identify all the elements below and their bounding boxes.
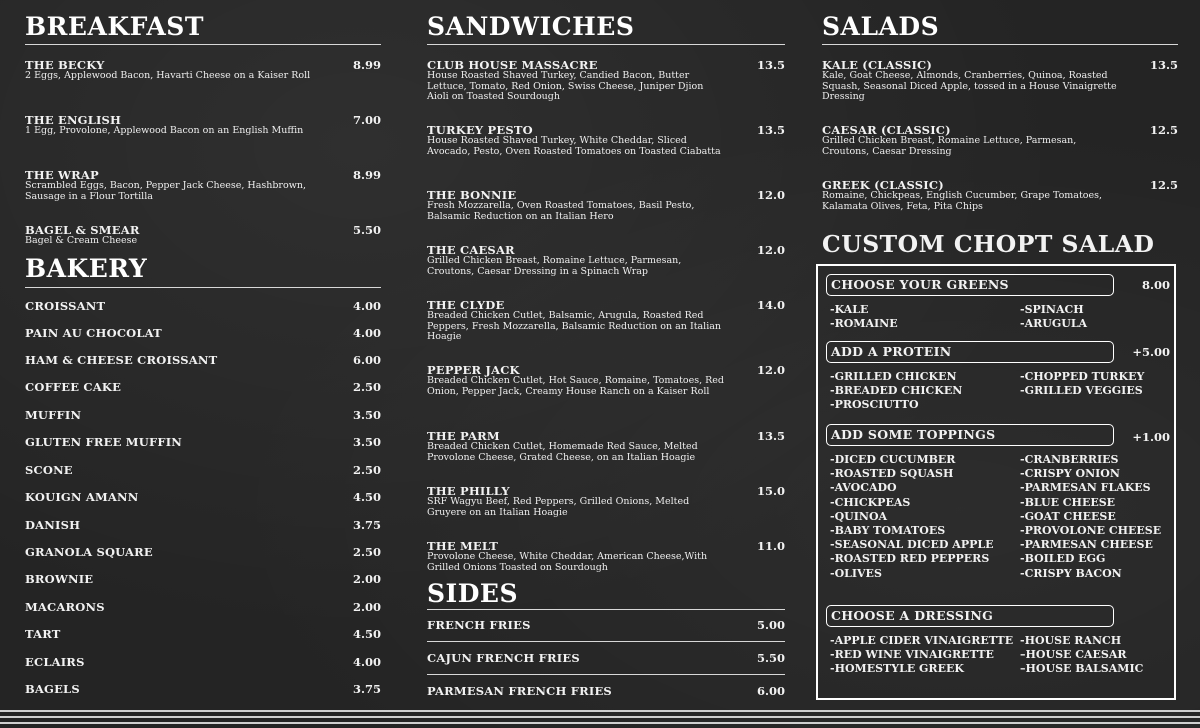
option-item: -PARMESAN FLAKES (1020, 481, 1151, 495)
option-item: -BOILED EGG (1020, 552, 1106, 566)
option-item: -BABY TOMATOES (830, 524, 946, 538)
menu-item (822, 179, 1178, 212)
menu-item (822, 124, 1178, 157)
option-item: -DICED CUCUMBER (830, 453, 956, 466)
option-item: -ROASTED RED PEPPERS (830, 552, 990, 566)
option-item: -PARMESAN CHEESE (1020, 538, 1153, 552)
item-name: MUFFIN (25, 408, 82, 422)
menu-item (427, 59, 785, 103)
item-description: 2 Eggs, Applewood Bacon, Havarti Cheese on a Kaiser Roll (25, 70, 311, 81)
option-item: -AVOCADO (830, 481, 897, 495)
item-description: House Roasted Shaved Turkey, White Cheddar, Sliced Avocado, Pesto, Oven Roasted Tomatoes on Toasted Ciabatta (427, 135, 721, 157)
item-price: 12.5 (1149, 178, 1178, 192)
item-price: 8.99 (352, 58, 381, 72)
item-name: PARMESAN FRENCH FRIES (427, 684, 612, 698)
item-price: 4.00 (352, 326, 381, 340)
sandwiches-heading: SANDWICHES (427, 12, 635, 41)
item-price: 3.75 (352, 682, 381, 696)
option-item: -GOAT CHEESE (1020, 509, 1116, 523)
column-breakfast-bakery (25, 0, 381, 728)
item-description: Fresh Mozzarella, Oven Roasted Tomatoes, Basil Pesto, Balsamic Reduction on an Italian Hero (427, 200, 695, 222)
options-col (830, 453, 994, 581)
option-item: -CRISPY BACON (1020, 566, 1122, 580)
option-item: -HOUSE RANCH (1020, 634, 1122, 647)
option-item: -BLUE CHEESE (1020, 495, 1116, 509)
item-name: PEPPER JACK (427, 363, 520, 377)
options-col (830, 303, 898, 331)
menu-item (427, 189, 785, 222)
sides-divider (427, 609, 785, 610)
item-name: HAM & CHEESE CROISSANT (25, 353, 218, 367)
item-name: CROISSANT (25, 299, 106, 313)
option-item: -QUINOA (830, 509, 888, 523)
item-price: 3.50 (352, 408, 381, 422)
item-name: GRANOLA SQUARE (25, 545, 153, 559)
option-item: -RED WINE VINAIGRETTE (830, 648, 994, 662)
item-description: Romaine, Chickpeas, English Cucumber, Grape Tomatoes, Kalamata Olives, Feta, Pita Chips (822, 190, 1103, 212)
item-description: Provolone Cheese, White Cheddar, American Cheese,With Grilled Onions Toasted on Sourdough (427, 551, 708, 573)
item-price: 4.00 (352, 299, 381, 313)
menu-item (427, 124, 785, 157)
menu-item (427, 299, 785, 343)
item-description: Scrambled Eggs, Bacon, Pepper Jack Cheese, Hashbrown, Sausage in a Flour Tortilla (25, 180, 306, 202)
protein-label: ADD A PROTEIN (826, 341, 1114, 363)
item-name: GLUTEN FREE MUFFIN (25, 435, 182, 449)
item-name: BROWNIE (25, 572, 94, 586)
item-name: THE MELT (427, 539, 498, 553)
bakery-divider (25, 287, 381, 288)
toppings-price: +1.00 (1132, 430, 1170, 444)
item-name: CAJUN FRENCH FRIES (427, 651, 580, 665)
menu-item (25, 354, 381, 366)
menu-item (427, 619, 785, 631)
menu-item (25, 169, 381, 202)
menu-item (25, 300, 381, 312)
custom-salad-box (816, 264, 1176, 700)
item-price: 4.50 (352, 627, 381, 641)
item-price: 5.50 (756, 651, 785, 665)
bottom-border-lines (0, 706, 1200, 728)
option-item: -CHOPPED TURKEY (1020, 370, 1145, 383)
item-description: House Roasted Shaved Turkey, Candied Bacon, Butter Lettuce, Tomato, Red Onion, Swiss Cheese, Juniper Djion Aioli on Toasted Sourdough (427, 70, 704, 102)
item-name: CLUB HOUSE MASSACRE (427, 58, 598, 72)
option-item: -HOMESTYLE GREEK (830, 662, 964, 676)
item-name: FRENCH FRIES (427, 618, 531, 632)
item-name: THE PHILLY (427, 484, 510, 498)
menu-item (427, 540, 785, 573)
menu-item (25, 381, 381, 393)
menu-item (25, 491, 381, 503)
greens-label: CHOOSE YOUR GREENS (826, 274, 1114, 296)
option-item: -APPLE CIDER VINAIGRETTE (830, 634, 1014, 647)
menu-item (25, 683, 381, 695)
option-item: -GRILLED VEGGIES (1020, 384, 1143, 398)
option-item: -PROVOLONE CHEESE (1020, 524, 1162, 538)
item-name: GREEK (CLASSIC) (822, 178, 944, 192)
item-price: 11.0 (756, 539, 785, 553)
item-description: 1 Egg, Provolone, Applewood Bacon on an English Muffin (25, 125, 304, 136)
menu-item (25, 409, 381, 421)
option-item: -GRILLED CHICKEN (830, 370, 957, 383)
options-col (1020, 303, 1087, 331)
item-price: 12.5 (1149, 123, 1178, 137)
item-name: THE PARM (427, 429, 500, 443)
item-name: THE BECKY (25, 58, 105, 72)
option-item: -CRISPY ONION (1020, 467, 1120, 481)
item-name: TART (25, 627, 61, 641)
item-name: THE BONNIE (427, 188, 517, 202)
item-name: BAGEL & SMEAR (25, 223, 140, 237)
item-description: Breaded Chicken Cutlet, Hot Sauce, Romaine, Tomatoes, Red Onion, Pepper Jack, Creamy House Ranch on a Kaiser Roll (427, 375, 724, 397)
menu-item (25, 656, 381, 668)
item-price: 2.50 (352, 380, 381, 394)
item-price: 3.50 (352, 435, 381, 449)
item-price: 12.0 (756, 363, 785, 377)
item-name: KALE (CLASSIC) (822, 58, 933, 72)
sides-divider (427, 641, 785, 642)
option-item: -ROASTED SQUASH (830, 467, 954, 481)
menu-item (427, 652, 785, 664)
item-name: BAGELS (25, 682, 80, 696)
options-col (1020, 634, 1143, 677)
menu-item (25, 59, 381, 82)
menu-item (427, 685, 785, 697)
item-price: 12.0 (756, 243, 785, 257)
option-item: -ARUGULA (1020, 317, 1088, 331)
bakery-heading: BAKERY (25, 254, 148, 283)
option-item: -SEASONAL DICED APPLE (830, 538, 994, 552)
option-item: -BREADED CHICKEN (830, 384, 963, 398)
menu-item (25, 601, 381, 613)
item-price: 5.50 (352, 223, 381, 237)
item-price: 4.00 (352, 655, 381, 669)
menu-item (25, 573, 381, 585)
item-name: KOUIGN AMANN (25, 490, 139, 504)
item-price: 13.5 (756, 58, 785, 72)
options-col (1020, 370, 1144, 398)
breakfast-heading: BREAKFAST (25, 12, 204, 41)
item-price: 2.50 (352, 463, 381, 477)
option-item: -CRANBERRIES (1020, 453, 1119, 466)
menu-item (25, 327, 381, 339)
option-item: -PROSCIUTTO (830, 398, 919, 412)
menu-item (25, 464, 381, 476)
column-sandwiches-sides (427, 0, 785, 728)
menu-item (822, 59, 1178, 103)
option-item: -ROMAINE (830, 317, 898, 331)
option-item: -OLIVES (830, 566, 882, 580)
item-name: ECLAIRS (25, 655, 85, 669)
salads-divider (822, 44, 1178, 45)
item-name: DANISH (25, 518, 81, 532)
item-price: 13.5 (1149, 58, 1178, 72)
item-price: 7.00 (352, 113, 381, 127)
item-name: COFFEE CAKE (25, 380, 122, 394)
item-name: THE ENGLISH (25, 113, 122, 127)
item-price: 8.99 (352, 168, 381, 182)
item-price: 5.00 (756, 618, 785, 632)
menu-item (427, 485, 785, 518)
item-price: 4.50 (352, 490, 381, 504)
options-col (1020, 453, 1161, 581)
menu-item (25, 114, 381, 137)
item-price: 2.50 (352, 545, 381, 559)
option-item: –HOUSE BALSAMIC (1020, 662, 1144, 676)
menu-item (25, 436, 381, 448)
option-item: –HOUSE CAESAR (1020, 648, 1127, 662)
custom-salad-heading: CUSTOM CHOPT SALAD (822, 230, 1155, 258)
breakfast-divider (25, 44, 381, 45)
item-description: Breaded Chicken Cutlet, Balsamic, Arugula, Roasted Red Peppers, Fresh Mozzarella, Balsamic Reduction on an Italian Hoagie (427, 310, 722, 342)
item-price: 3.75 (352, 518, 381, 532)
item-name: TURKEY PESTO (427, 123, 533, 137)
item-price: 2.00 (352, 600, 381, 614)
item-name: MACARONS (25, 600, 105, 614)
menu-item (427, 244, 785, 277)
item-name: SCONE (25, 463, 73, 477)
item-price: 6.00 (352, 353, 381, 367)
salads-heading: SALADS (822, 12, 940, 41)
item-price: 13.5 (756, 123, 785, 137)
sandwiches-divider (427, 44, 785, 45)
option-item: -CHICKPEAS (830, 495, 911, 509)
item-name: THE CAESAR (427, 243, 515, 257)
menu-item (25, 519, 381, 531)
item-price: 12.0 (756, 188, 785, 202)
menu-item (427, 430, 785, 463)
menu-item (427, 364, 785, 397)
sides-heading: SIDES (427, 579, 519, 608)
item-name: CAESAR (CLASSIC) (822, 123, 951, 137)
menu-item (25, 224, 381, 247)
item-price: 2.00 (352, 572, 381, 586)
options-col (830, 370, 962, 413)
item-price: 13.5 (756, 429, 785, 443)
item-name: THE CLYDE (427, 298, 505, 312)
options-col (830, 634, 1013, 677)
menu-item (25, 546, 381, 558)
sides-divider (427, 674, 785, 675)
item-description: Kale, Goat Cheese, Almonds, Cranberries, Quinoa, Roasted Squash, Seasonal Diced Apple, tossed in a House Vinaigrette Dressing (822, 70, 1117, 102)
item-description: Bagel & Cream Cheese (25, 235, 138, 246)
menu-item (25, 628, 381, 640)
item-description: Grilled Chicken Breast, Romaine Lettuce, Parmesan, Croutons, Caesar Dressing in a Spinach Wrap (427, 255, 682, 277)
item-description: SRF Wagyu Beef, Red Peppers, Grilled Onions, Melted Gruyere on an Italian Hoagie (427, 496, 690, 518)
option-item: -KALE (830, 303, 869, 316)
item-price: 14.0 (756, 298, 785, 312)
item-price: 6.00 (756, 684, 785, 698)
dressing-label: CHOOSE A DRESSING (826, 605, 1114, 627)
item-description: Grilled Chicken Breast, Romaine Lettuce, Parmesan, Croutons, Caesar Dressing (822, 135, 1077, 157)
option-item: -SPINACH (1020, 303, 1084, 316)
item-name: PAIN AU CHOCOLAT (25, 326, 162, 340)
item-description: Breaded Chicken Cutlet, Homemade Red Sauce, Melted Provolone Cheese, Grated Cheese, on an Italian Hoagie (427, 441, 698, 463)
protein-price: +5.00 (1132, 345, 1170, 359)
item-price: 15.0 (756, 484, 785, 498)
toppings-label: ADD SOME TOPPINGS (826, 424, 1114, 446)
item-name: THE WRAP (25, 168, 99, 182)
greens-price: 8.00 (1141, 278, 1170, 292)
